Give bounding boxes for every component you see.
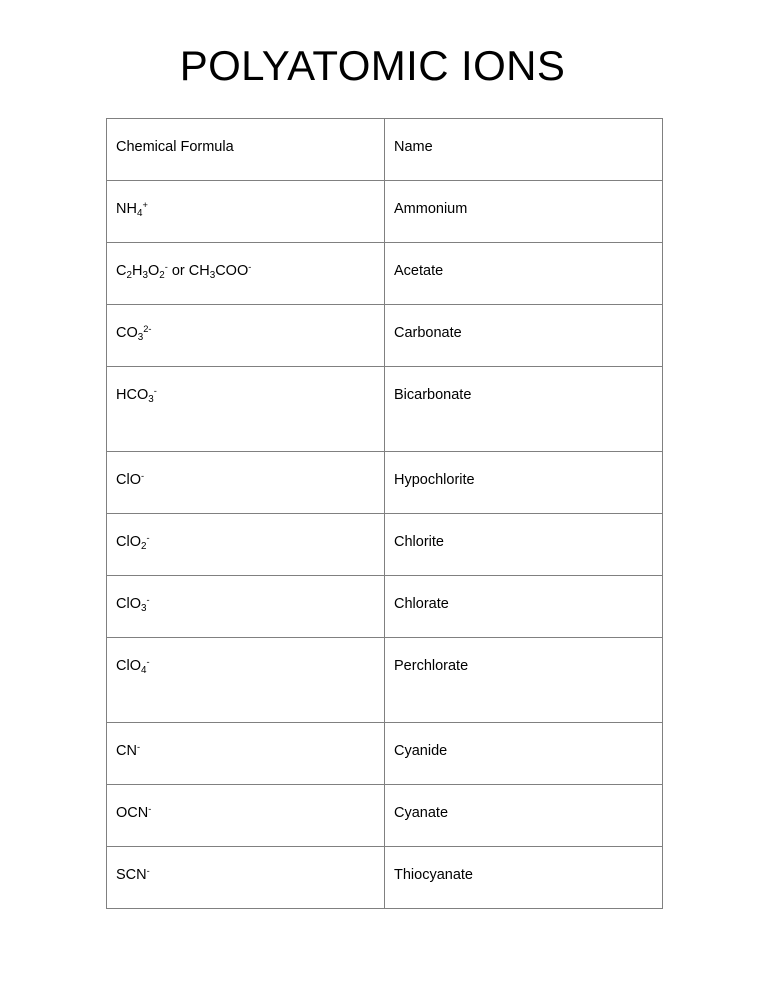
ion-name-text: Bicarbonate — [394, 387, 472, 403]
cell-chemical-formula — [107, 514, 385, 576]
ion-name-text: Chlorite — [394, 534, 444, 550]
header-cell-name — [385, 119, 663, 181]
formula-text: CN- — [116, 742, 141, 759]
ion-name-text: Hypochlorite — [394, 472, 475, 488]
ion-name-text: Chlorate — [394, 596, 449, 612]
cell-ion-name — [385, 723, 663, 785]
formula-text: ClO$_4$- — [116, 657, 150, 676]
cell-ion-name — [385, 243, 663, 305]
cell-ion-name — [385, 638, 663, 723]
table-row — [107, 785, 663, 847]
ion-name-text: Ammonium — [394, 201, 468, 217]
formula-text: ClO- — [116, 471, 145, 488]
cell-ion-name — [385, 514, 663, 576]
formula-text: ClO$_2$- — [116, 533, 150, 552]
table-row — [107, 723, 663, 785]
cell-ion-name — [385, 305, 663, 367]
table-row — [107, 638, 663, 723]
ion-name-text: Acetate — [394, 263, 444, 279]
cell-chemical-formula — [107, 785, 385, 847]
formula-text: SCN- — [116, 866, 150, 883]
cell-ion-name — [385, 576, 663, 638]
table-row — [107, 367, 663, 452]
cell-ion-name — [385, 367, 663, 452]
table-row — [107, 847, 663, 909]
formula-text: $HCO_3^-$ — [116, 386, 157, 405]
ion-name-text: Carbonate — [394, 325, 462, 341]
formula-text: $NH_4^+$ — [116, 200, 148, 219]
page-title: POLYATOMIC IONS — [179, 42, 566, 89]
formula-text: $CO_3^{2-}$ — [116, 324, 152, 343]
formula-text: $C_2H_3O_2^-$ or $CH_3COO^-$ — [116, 262, 252, 281]
cell-chemical-formula — [107, 367, 385, 452]
cell-ion-name — [385, 181, 663, 243]
cell-chemical-formula — [107, 638, 385, 723]
formula-text: ClO$_3$- — [116, 595, 150, 614]
ion-name-text: Perchlorate — [394, 658, 469, 674]
ion-name-text: Cyanide — [394, 743, 448, 759]
cell-ion-name — [385, 847, 663, 909]
table-header-row — [107, 119, 663, 181]
cell-chemical-formula — [107, 452, 385, 514]
header-label-name: Name — [394, 139, 433, 155]
cell-chemical-formula — [107, 181, 385, 243]
table-row — [107, 305, 663, 367]
formula-text: OCN- — [116, 804, 152, 821]
cell-ion-name — [385, 452, 663, 514]
header-label-chemical-formula: Chemical Formula — [116, 139, 234, 155]
table-row — [107, 243, 663, 305]
cell-chemical-formula — [107, 305, 385, 367]
header-cell-chemical-formula — [107, 119, 385, 181]
polyatomic-ions-table — [106, 118, 663, 909]
cell-chemical-formula — [107, 576, 385, 638]
ion-name-text: Cyanate — [394, 805, 449, 821]
table-row — [107, 576, 663, 638]
cell-ion-name — [385, 785, 663, 847]
ion-name-text: Thiocyanate — [394, 867, 473, 883]
table-row — [107, 514, 663, 576]
table-row — [107, 452, 663, 514]
cell-chemical-formula — [107, 847, 385, 909]
cell-chemical-formula — [107, 723, 385, 785]
table-row — [107, 181, 663, 243]
cell-chemical-formula — [107, 243, 385, 305]
table-body — [107, 119, 663, 909]
